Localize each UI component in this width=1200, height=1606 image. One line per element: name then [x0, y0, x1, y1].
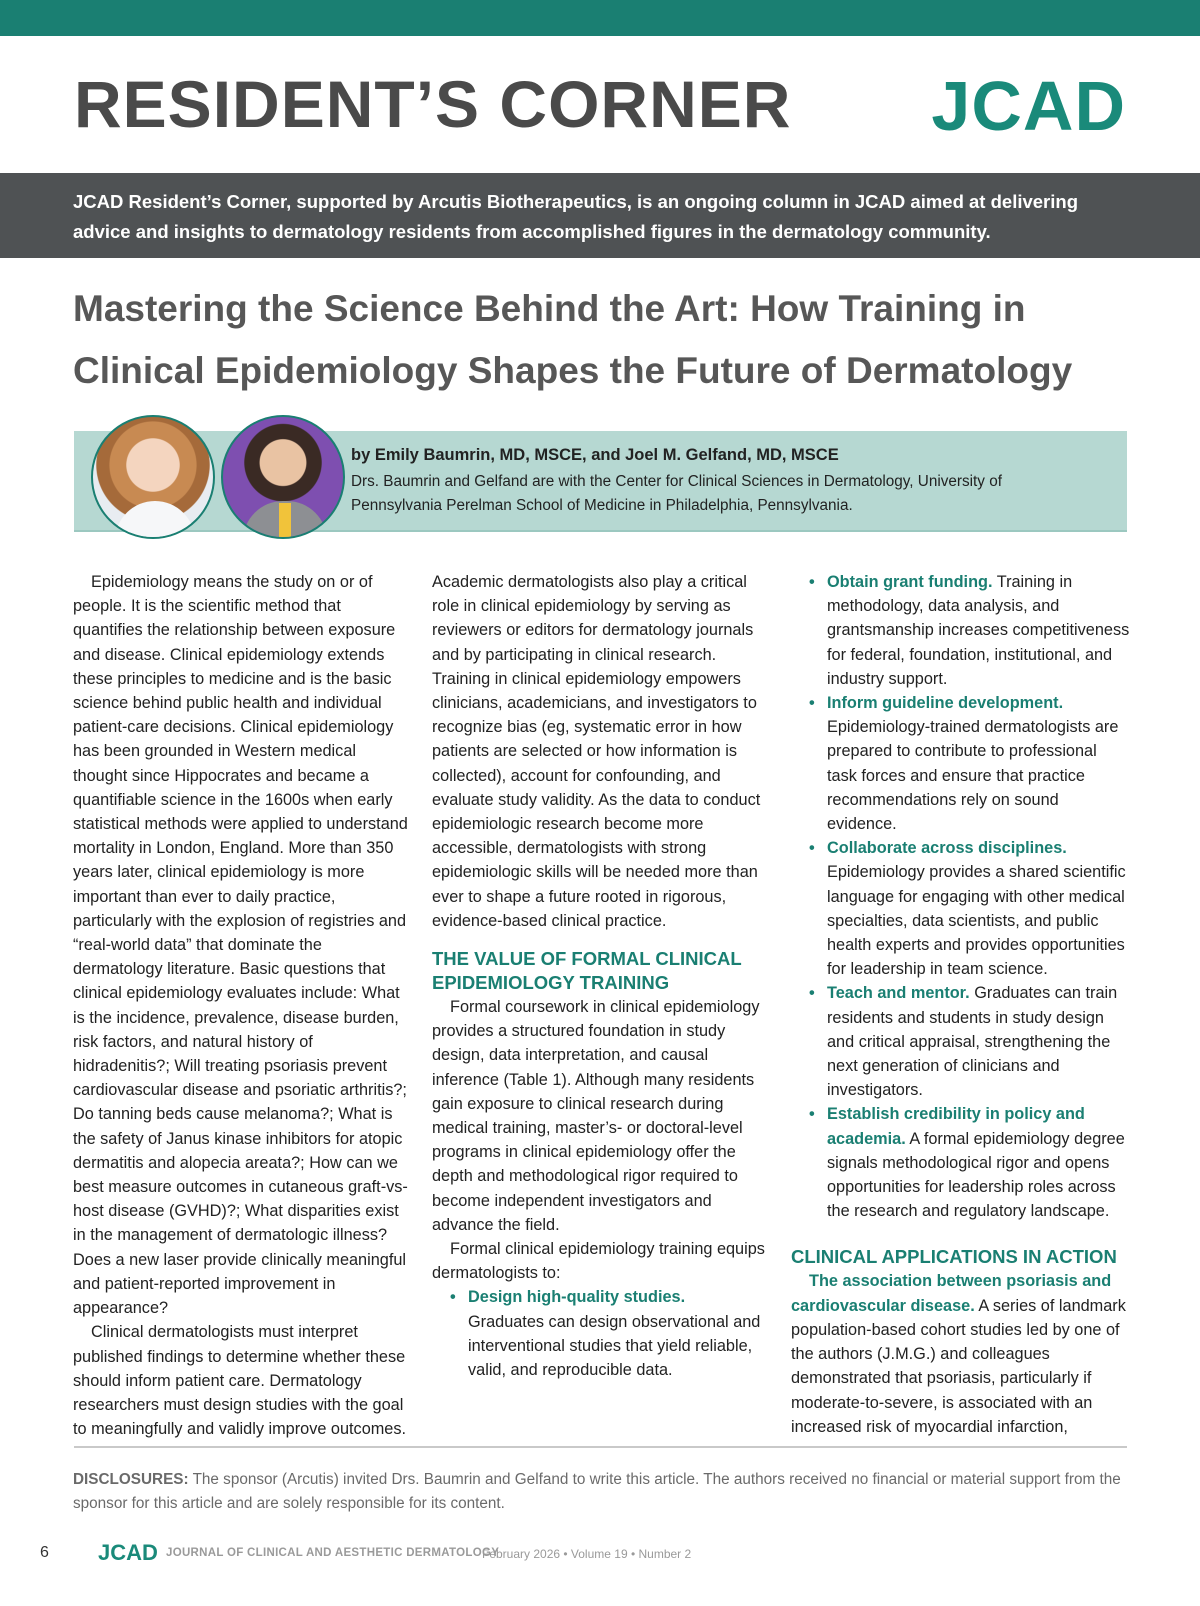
section-heading: CLINICAL APPLICATIONS IN ACTION: [791, 1246, 1117, 1268]
paragraph: Epidemiology means the study on or of people. It is the scientific method that quantifies the relationship between exposure and disease. Clinical epidemiology extends these principles to medicine and is the basic science behind public health and individual patient-care decisions. Clinical epidemiology has been grounded in Western medical thought since Hippocrates and became a quantifiable science in the 1600s when early statistical methods were applied to understand mortality in London, England. More than 350 years later, clinical epidemiology is more important than ever to daily practice, particularly with the explosion of registries and “real-world data” that dominate the dermatology literature. Basic questions that clinical epidemiology evaluates include: What is the incidence, prevalence, disease burden, risk factors, and natural history of hidradenitis?; Will treating psoriasis prevent cardiovascular disease and psoriatic arthritis?; Do tanning beds cause melanoma?; What is the safety of Janus kinase inhibitors for atopic dermatitis and alopecia areata?; How can we best measure outcomes in cutaneous graft-vs-host disease (GVHD)?; What disparities exist in the management of dermatologic illness? Does a new laser provide clinically meaningful and patient-reported improvement in appearance?: [73, 573, 408, 1318]
footer-divider: [74, 1446, 1127, 1448]
bullet-text: A formal epidemiology degree signals methodological rigor and opens opportunities for leadership roles across the research and regulatory landscape.: [827, 1129, 1125, 1221]
bullet-text: Epidemiology-trained dermatologists are prepared to contribute to professional task forces and ensure that practice recommendations rely on sound evidence.: [827, 718, 1119, 834]
paragraph: Academic dermatologists also play a critical role in clinical epidemiology by serving as reviewers or editors for dermatology journals and by participating in clinical research. Training in clinical epidemiology empowers clinicians, academicians, and investigators to recognize bias (eg, systematic error in how patients are selected or how information is collected), account for confounding, and evaluate study validity. As the data to conduct epidemiologic research become more accessible, dermatologists with strong epidemiologic skills will be needed more than ever to shape a future rooted in rigorous, evidence-based clinical practice.: [432, 573, 761, 930]
banner-text: JCAD Resident’s Corner, supported by Arcutis Biotherapeutics, is an ongoing column in JCAD aimed at delivering advice and insights to dermatology residents from accomplished figures in the dermatology community.: [73, 191, 1078, 242]
paragraph: Formal clinical epidemiology training equips dermatologists to:: [432, 1240, 765, 1283]
journal-name: JOURNAL OF CLINICAL AND AESTHETIC DERMATOLOGY: [166, 1547, 500, 1559]
jcad-logo: JCAD: [931, 67, 1126, 145]
author-photo-gelfand: [221, 415, 345, 539]
section-heading: THE VALUE OF FORMAL CLINICAL EPIDEMIOLOGY TRAINING: [432, 948, 742, 994]
bullet-lead: Teach and mentor.: [827, 984, 970, 1003]
paragraph: Formal coursework in clinical epidemiology provides a structured foundation in study design, data interpretation, and causal inference (Table 1). Although many residents gain exposure to clinical research during medical training, master’s- or doctoral-level programs in clinical epidemiology offer the depth and methodological rigor required to become independent investigators and advance the field.: [432, 998, 760, 1234]
paragraph: Clinical dermatologists must interpret published findings to determine whether these should inform patient care. Dermatology researchers must design studies with the goal to meaningfully and validly improve outcomes.: [73, 1323, 407, 1439]
paragraph-lead: The association between psoriasis and cardiovascular disease.: [791, 1272, 1112, 1315]
bullet-lead: Collaborate across disciplines.: [827, 839, 1067, 858]
bullet-list: [791, 570, 1131, 1223]
list-item: [791, 1102, 1131, 1223]
column-intro-banner: [0, 173, 1200, 258]
bullet-text: Graduates can design observational and interventional studies that yield reliable, valid, and reproducible data.: [468, 1312, 761, 1380]
column-1: [73, 570, 408, 1441]
paragraph-text: A series of landmark population-based cohort studies led by one of the authors (J.M.G.) and colleagues demonstrated that psoriasis, particularly if moderate-to-severe, is associated with an increased risk of myocardial infarction,: [791, 1296, 1126, 1436]
footer-logo: JCAD: [98, 1540, 158, 1565]
disclosures-label: DISCLOSURES:: [73, 1471, 189, 1488]
section-title: RESIDENT’S CORNER: [74, 67, 792, 141]
bullet-list: [432, 1285, 772, 1382]
disclosures-text: The sponsor (Arcutis) invited Drs. Baumrin and Gelfand to write this article. The authors received no financial or material support from the sponsor for this article and are solely responsible for its content.: [73, 1471, 1121, 1512]
bullet-text: Epidemiology provides a shared scientific language for engaging with other medical specialties, data scientists, and public health experts and provides opportunities for leadership in team science.: [827, 863, 1126, 979]
list-item: [791, 691, 1131, 836]
byline: by Emily Baumrin, MD, MSCE, and Joel M. Gelfand, MD, MSCE: [351, 446, 839, 464]
page-header: [74, 66, 1126, 146]
column-2: [432, 570, 772, 1382]
list-item: [432, 1285, 772, 1382]
disclosures: [73, 1468, 1129, 1516]
column-3: [791, 570, 1131, 1439]
bullet-lead: Establish credibility in policy and academia.: [827, 1105, 1085, 1148]
list-item: [791, 836, 1131, 981]
article-title: Mastering the Science Behind the Art: How Training in Clinical Epidemiology Shapes the Future of Dermatology: [73, 288, 1073, 391]
affiliation: Drs. Baumrin and Gelfand are with the Center for Clinical Sciences in Dermatology, University of Pennsylvania Perelman School of Medicine in Philadelphia, Pennsylvania.: [351, 473, 1002, 514]
list-item: [791, 981, 1131, 1102]
page-footer: [40, 1540, 1140, 1570]
top-color-band: [0, 0, 1200, 36]
bullet-lead: Design high-quality studies.: [468, 1288, 686, 1307]
author-photo-baumrin: [91, 415, 215, 539]
bullet-text: Graduates can train residents and students in study design and critical appraisal, strengthening the next generation of clinicians and investigators.: [827, 984, 1118, 1100]
bullet-lead: Obtain grant funding.: [827, 573, 993, 591]
bullet-text: Training in methodology, data analysis, and grantsmanship increases competitiveness for federal, foundation, institutional, and industry support.: [827, 573, 1130, 688]
bullet-lead: Inform guideline development.: [827, 694, 1064, 713]
page-number: 6: [40, 1544, 49, 1561]
list-item: [791, 570, 1131, 691]
paragraph: [791, 1269, 1131, 1438]
issue-info: February 2026 • Volume 19 • Number 2: [482, 1547, 692, 1561]
